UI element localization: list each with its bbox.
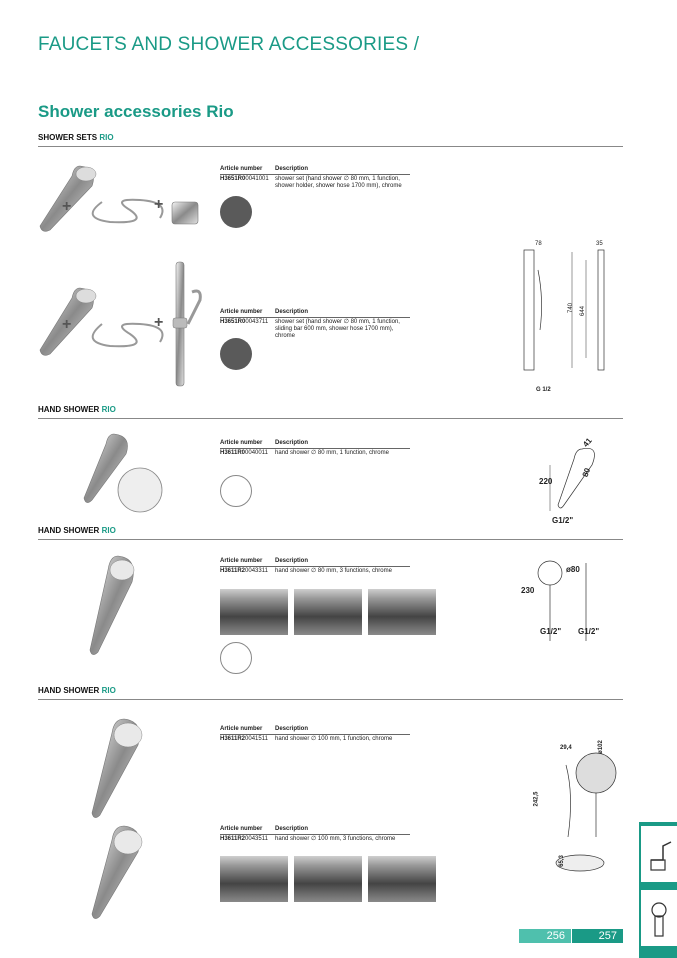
section-divider xyxy=(38,699,623,700)
hand-shower-3-image xyxy=(84,715,154,825)
spray-mode-photo xyxy=(368,856,436,902)
table-row: H3611R00040011 hand shower ∅ 80 mm, 1 function, chrome xyxy=(220,450,389,456)
dimension-label: 78 xyxy=(535,241,542,247)
spray-function-icon xyxy=(220,642,252,674)
hand-shower-1-image xyxy=(80,430,190,520)
shower-holder-icon xyxy=(220,196,252,228)
dimension-label: G1/2" xyxy=(578,627,600,636)
article-table-3: Article number Description H3611R00040011 hand shower ∅ 80 mm, 1 function, chrome xyxy=(220,440,415,457)
dimension-label: 740 xyxy=(568,302,575,314)
spray-mode-photo xyxy=(294,589,362,635)
tab-faucets[interactable] xyxy=(641,826,677,882)
shower-accessory-icon xyxy=(641,890,677,946)
plus-sign: + xyxy=(62,316,72,333)
shower-set-2-dimension-drawing xyxy=(510,240,620,390)
hand-shower-3-dimension-drawing xyxy=(540,745,620,875)
section-label-hand-shower-2: HAND SHOWER RIO xyxy=(38,526,116,535)
spray-mode-photo xyxy=(220,856,288,902)
plus-sign: + xyxy=(62,198,72,215)
plus-sign: + xyxy=(154,196,164,213)
sliding-bar-icon xyxy=(220,338,252,370)
spray-mode-photo xyxy=(220,589,288,635)
dimension-label: 230 xyxy=(521,586,535,595)
tab-accessories[interactable] xyxy=(641,890,677,946)
section-label-shower-sets: SHOWER SETS RIO xyxy=(38,133,114,142)
spray-mode-photo xyxy=(368,589,436,635)
table-row: H3611R20043311 hand shower ∅ 80 mm, 3 functions, chrome xyxy=(220,568,392,574)
hand-shower-4-image xyxy=(84,822,154,922)
dimension-label: ø80 xyxy=(566,565,580,574)
dimension-label: G 1/2 xyxy=(536,387,551,393)
plus-sign: + xyxy=(154,314,164,331)
dimension-label: 644 xyxy=(580,305,587,317)
dimension-label: ø102 xyxy=(597,740,604,754)
page-number-right: 257 xyxy=(572,929,623,943)
table-row: H3611R20043511 hand shower ∅ 100 mm, 3 functions, chrome xyxy=(220,836,396,842)
article-table-5: Article number Description H3611R20041511 hand shower ∅ 100 mm, 1 function, chrome xyxy=(220,726,415,743)
dimension-label: G1/2" xyxy=(540,627,562,636)
spray-mode-photo xyxy=(294,856,362,902)
page-title: FAUCETS AND SHOWER ACCESSORIES / xyxy=(38,34,420,55)
section-divider xyxy=(38,146,623,147)
dimension-label: 29,4 xyxy=(560,745,572,751)
article-table-6: Article number Description H3611R20043511 hand shower ∅ 100 mm, 3 functions, chrome xyxy=(220,826,415,843)
dimension-label: 220 xyxy=(539,477,553,486)
article-table-1: Article number Description H3651R00041001 shower set (hand shower ∅ 80 mm, 1 function, shower holder, shower hose 1700 mm), chrome xyxy=(220,166,415,190)
table-row: H3651R00041001 shower set (hand shower ∅ 80 mm, 1 function, shower holder, shower hose 1700 mm), chrome xyxy=(220,176,402,189)
section-divider xyxy=(38,418,623,419)
dimension-label: G1/2" xyxy=(552,516,574,525)
dimension-label: 35 xyxy=(596,241,603,247)
section-title: Shower accessories Rio xyxy=(38,102,234,121)
page-number-left: 256 xyxy=(519,929,571,943)
section-label-hand-shower-1: HAND SHOWER RIO xyxy=(38,405,116,414)
section-label-hand-shower-3: HAND SHOWER RIO xyxy=(38,686,116,695)
section-divider xyxy=(38,539,623,540)
hand-shower-2-image xyxy=(84,552,144,662)
dimension-label: 242,5 xyxy=(533,791,540,807)
dimension-label: 80 xyxy=(580,466,593,479)
shower-set-2-image xyxy=(30,258,220,390)
table-row: H3611R20041511 hand shower ∅ 100 mm, 1 function, chrome xyxy=(220,736,393,742)
table-row: H3651R00043711 shower set (hand shower ∅ 80 mm, 1 function, sliding bar 600 mm, shower hose 1700 mm), chrome xyxy=(220,319,400,339)
dimension-label: 65,3 xyxy=(558,855,565,867)
article-table-4: Article number Description H3611R20043311 hand shower ∅ 80 mm, 3 functions, chrome xyxy=(220,558,415,575)
spray-function-icon xyxy=(220,475,252,507)
faucet-icon xyxy=(641,826,677,882)
article-table-2: Article number Description H3651R00043711 shower set (hand shower ∅ 80 mm, 1 function, sliding bar 600 mm, shower hose 1700 mm), chrome xyxy=(220,309,415,340)
dimension-label: 41 xyxy=(581,436,594,449)
